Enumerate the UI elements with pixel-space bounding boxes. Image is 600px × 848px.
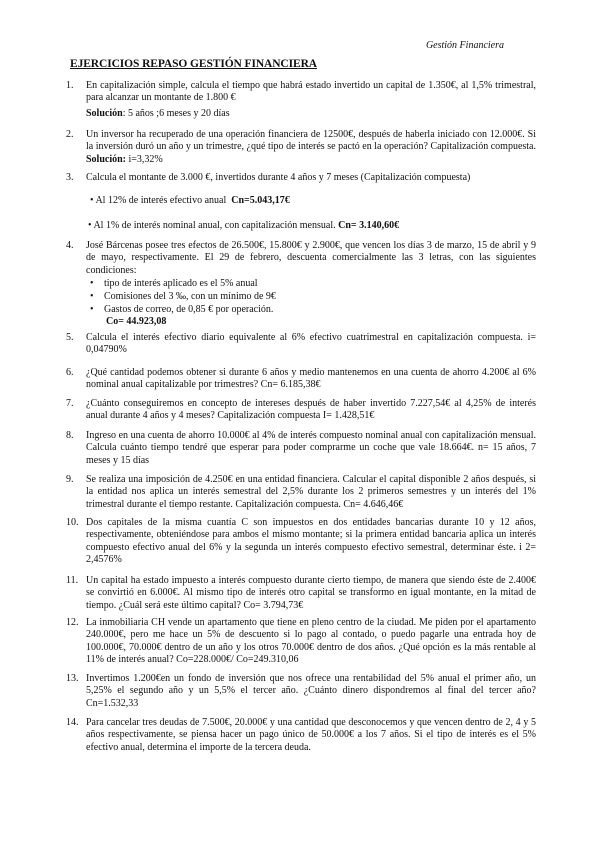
exercise-text-body: Un inversor ha recuperado de una operación financiera de 12500€, después de haberla iniciado con 12.000€. Si la inversión duró un año y un trimestre, ¿qué tipo de interés se pactó en la operación? Capitalización compuesta. — [86, 129, 536, 153]
exercise-7 — [66, 398, 536, 423]
page-title: EJERCICIOS REPASO GESTIÓN FINANCIERA — [70, 58, 317, 70]
solution-label: Solución: — [86, 153, 127, 165]
exercise-text: Para cancelar tres deudas de 7.500€, 20.000€ y una cantidad que desconocemos y que vencen dentro de 2, 4 y 5 años respectivamente, se piensa hacer un pago único de 50.000€ a los 7 años. Si el tipo de interés es el 5% efectivo anual, determina el importe de la tercera deuda. — [86, 717, 536, 753]
exercise-number: 10. — [66, 517, 79, 528]
option-a-text: Al 12% de interés efectivo anual — [95, 195, 227, 207]
list-item: • tipo de interés aplicado es el 5% anual — [88, 277, 536, 290]
exercise-text: Se realiza una imposición de 4.250€ en una entidad financiera. Calcular el capital disponible 2 años después, si la entidad nos aplica un interés semestral del 2,5% durante los 2 primeros semestres y un interés del 1% trimestral durante el tiempo restante. Capitalización compuesta. Cn= 4.646,46€ — [86, 474, 536, 510]
exercise-text: Dos capitales de la misma cuantía C son impuestos en dos entidades bancarias durante 10 y 12 años, respectivamente, obteniéndose para ambos el mismo montante; si la primera entidad bancaria aplica un interés compuesto efectivo anual del 6% y la segunda un interés compuesto efectivo semestral, determinar éste. i 2= 2,4576% — [86, 517, 536, 565]
solution-value: : 5 años ;6 meses y 20 días — [122, 107, 230, 119]
option-b-result: Cn= 3.140,60€ — [338, 219, 400, 231]
exercise-text: Calcula el interés efectivo diario equivalente al 6% efectivo cuatrimestral en capitalización compuesta. i= 0,04790% — [86, 332, 536, 356]
exercise-number: 3. — [66, 172, 74, 183]
exercise-2 — [66, 129, 536, 166]
exercise-8 — [66, 430, 536, 467]
solution-value: i=3,32% — [128, 153, 163, 165]
exercise-number: 2. — [66, 129, 74, 140]
exercise-number: 6. — [66, 367, 74, 378]
exercise-text: La inmobiliaria CH vende un apartamento que tiene en pleno centro de la ciudad. Me piden por el apartamento 240.000€, pero me hace un 5% de descuento si lo pago al contado, o puedo pagarle una entrada hoy de 100.000€, 70.000€ dentro de un año y los otros 70.000€ dentro de dos años. ¿Qué opción es la más rentable al 11% de interés anual? Co=228.000€/ Co=249.310,06 — [86, 617, 536, 665]
exercise-text: ¿Qué cantidad podemos obtener si durante 6 años y medio mantenemos en una cuenta de ahorro 4.200€ al 6% nominal anual capitalizable por trimestres? Cn= 6.185,38€ — [86, 367, 536, 391]
exercise-text — [86, 129, 536, 166]
exercise-number: 14. — [66, 717, 79, 728]
exercise-text: Calcula el montante de 3.000 €, invertidos durante 4 años y 7 meses (Capitalización compuesta) — [86, 172, 471, 183]
exercise-6 — [66, 367, 536, 392]
exercise-number: 7. — [66, 398, 74, 409]
exercise-9 — [66, 474, 536, 511]
exercise-text: Ingreso en una cuenta de ahorro 10.000€ al 4% de interés compuesto nominal anual con capitalización mensual. Calcula cuánto tiempo tendré que esperar para poder comprarme un coche que vale 18.664€. n= 15 años, 7 meses y 15 días — [86, 430, 536, 466]
conditions-list — [88, 277, 536, 316]
exercise-13 — [66, 673, 536, 710]
exercise-3 — [66, 172, 536, 232]
exercise-4 — [66, 240, 536, 328]
exercise-number: 8. — [66, 430, 74, 441]
exercise-11 — [66, 575, 536, 612]
option-a-result: Cn=5.043,17€ — [231, 195, 290, 207]
solution — [86, 108, 536, 120]
exercise-number: 12. — [66, 617, 79, 628]
exercise-14 — [66, 717, 536, 754]
exercise-number: 13. — [66, 673, 79, 684]
option-a: • Al 12% de interés efectivo anual Cn=5.043,17€ — [90, 195, 290, 207]
exercise-number: 5. — [66, 332, 74, 343]
exercise-text: Invertimos 1.200€en un fondo de inversión que nos ofrece una rentabilidad del 5% anual el primer año, un 5,25% el segundo año y un 5,5% el tercer año. ¿Cuánto dinero dispondremos al final del tercer año? Cn=1.532,33 — [86, 673, 536, 709]
exercise-text: En capitalización simple, calcula el tiempo que habrá estado invertido un capital de 1.350€, al 1,5% trimestral, para alcanzar un montante de 1.800 € — [86, 80, 536, 104]
exercise-text: Un capital ha estado impuesto a interés compuesto durante cierto tiempo, de manera que siendo éste de 2.400€ se convirtió en 6.000€. Al mismo tipo de interés otro capital se transformo en igual montante, en la mitad de tiempo. ¿Cuál será este último capital? Co= 3.794,73€ — [86, 575, 536, 611]
exercise-number: 9. — [66, 474, 74, 485]
exercise-10 — [66, 517, 536, 566]
list-item: • Comisiones del 3 ‰, con un mínimo de 9€ — [88, 290, 536, 303]
exercise-number: 1. — [66, 80, 74, 91]
exercise-number: 11. — [66, 575, 79, 586]
exercise-5 — [66, 332, 536, 357]
option-b-text: Al 1% de interés nominal anual, con capitalización mensual. — [93, 219, 336, 231]
exercise-12 — [66, 617, 536, 666]
exercise-number: 4. — [66, 240, 74, 251]
exercise-text: José Bárcenas posee tres efectos de 26.500€, 15.800€ y 2.900€, que vencen los días 3 de marzo, 15 de abril y 9 de mayo, respectivamente. El 29 de febrero, descuenta comercialmente las 3 letras, con las siguientes condiciones: — [86, 240, 536, 276]
solution-label: Solución — [86, 107, 123, 119]
exercise-1 — [66, 80, 536, 120]
exercise-text: ¿Cuánto conseguiremos en concepto de intereses después de haber invertido 7.227,54€ al 4,25% de interés anual durante 4 años y 4 meses? Capitalización compuesta I= 1.428,51€ — [86, 398, 536, 422]
header-subject: Gestión Financiera — [425, 40, 504, 51]
list-item: • Gastos de correo, de 0,85 € por operación. — [88, 303, 536, 316]
option-b: • Al 1% de interés nominal anual, con capitalización mensual. Cn= 3.140,60€ — [88, 219, 400, 231]
result: Co= 44.923,08 — [106, 315, 167, 327]
